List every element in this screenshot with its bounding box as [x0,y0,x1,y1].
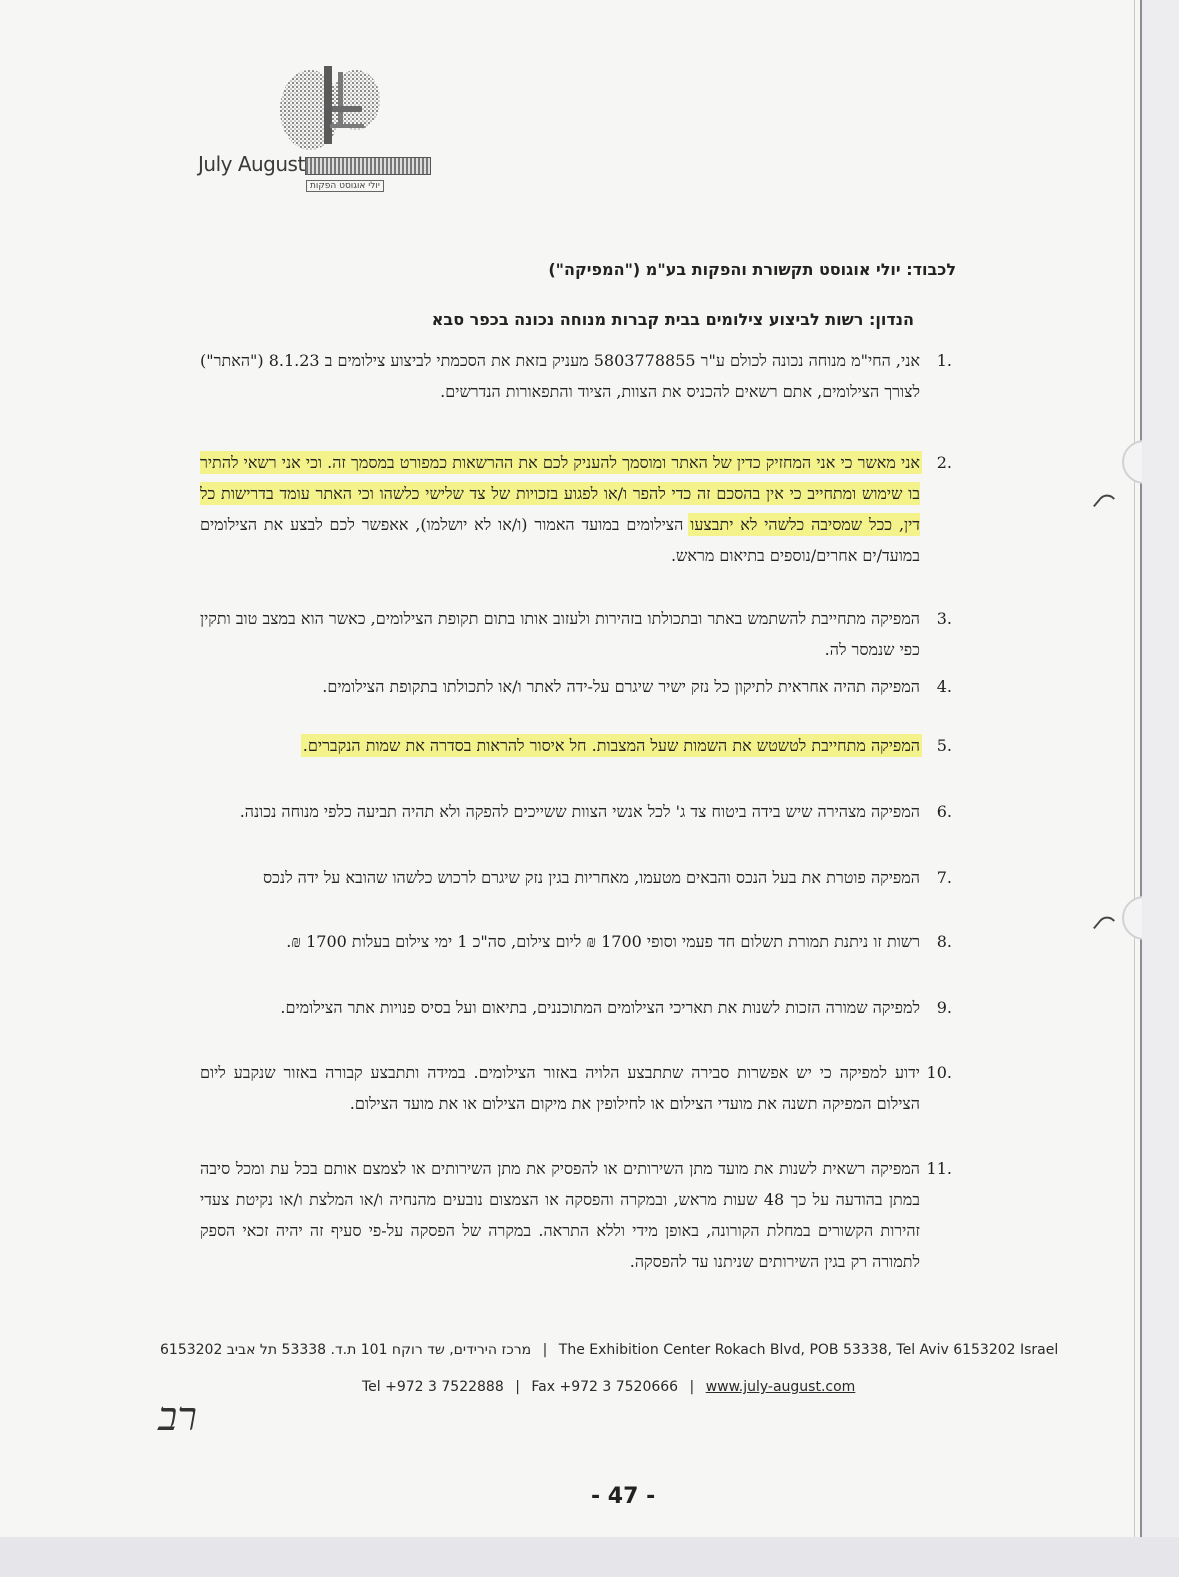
logo-wordmark-box [305,157,431,175]
clause-text: רשות זו ניתנת תמורת תשלום חד פעמי וסופי 1700 ₪ ליום צילום, סה"כ 1 ימי צילום בעלות 1700 ₪. [286,932,920,951]
clause-text: המפיקה רשאית לשנות את מועד מתן השירותים או להפסיק את מתן השירותים או לצמצם אותם בכל עת ומכל סיבה במתן בהודעה על כך 48 שעות מראש, ובמקרה והפסקה או הצמצום נובעים מהנחיה ו/או המלצת ו/או נקיטת צעדי זהירות הקשורים במחלת הקורונה, באופן מידי וללא התראה. במקרה של הפסקה על-פי סעיף זה יהיה זכאי הספק לתמורה רק בגין השירותים שניתנו עד להפסקה. [200,1159,921,1271]
clause-1 [200,345,952,407]
page-edge [1140,0,1142,1537]
logo-hebrew-subtitle: יולי אוגוסט הפקות [306,180,384,192]
page-number: - 47 - [591,1484,656,1509]
clause-number: 10. [926,1063,952,1082]
clause-5 [200,730,952,761]
clause-text: הצילומים במועד האמור (ו/או לא יושלמו), אאפשר לכם לבצע את הצילומים במועד/ים אחרים/נוספים בתיאום מראש. [200,515,920,565]
clause-7 [200,862,952,893]
footer-address-english: The Exhibition Center Rokach Blvd, POB 53338, Tel Aviv 6153202 Israel [558,1342,1059,1358]
clause-4 [200,671,952,702]
subject-line: הנדון: רשות לביצוע צילומים בבית קברות מנוחה נכונה בכפר סבא [431,310,914,329]
clause-number: 3. [936,609,952,628]
footer-address: מרכז הירידים, שד רוקח 101 ת.ד. 53338 תל אביב 6153202 | The Exhibition Center Rokach Blvd, POB 53338, Tel Aviv 6153202 Israel [160,1342,1059,1358]
clause-text: המפיקה מצהירה שיש בידה ביטוח צד ג' לכל אנשי הצוות ששייכים להפקה ולא תהיה תביעה כלפי מנוחה נכונה. [239,802,920,821]
clause-text: אני, החי"מ מנוחה נכונה לכולם ע"ר 5803778855 מעניק בזאת את הסכמתי לביצוע צילומים ב 8.1.23 ("האתר") לצורך הצילומים, אתם רשאים להכניס את הצוות, הציוד והתפאורות הנדרשים. [200,351,921,401]
binder-hole-icon [1122,896,1142,940]
clause-number: 4. [936,677,952,696]
background-strip-bottom [0,1537,1179,1577]
clause-number: 1. [936,351,952,370]
footer-phone: Tel +972 3 7522888 [362,1379,504,1395]
binder-hole-icon [1122,440,1142,484]
clause-number: 5. [936,736,952,755]
clause-text: המפיקה פוטרת את בעל הנכס והבאים מטעמו, מאחריות בגין נזק שיגרם לרכוש כלשהו שהובא על ידה לנכס [262,868,920,887]
handwritten-initials: רב [158,1394,197,1440]
clause-number: 7. [936,868,952,887]
clause-3 [200,603,952,665]
clause-9 [200,992,952,1023]
clause-10 [200,1057,952,1119]
clause-text: המפיקה תהיה אחראית לתיקון כל נזק ישיר שיגרם על-ידה לאתר ו/או לתכולתו בתקופת הצילומים. [322,677,920,696]
clause-text: המפיקה מתחייבת להשתמש באתר ובתכולתו בזהירות ולעזוב אותו בתום תקופת הצילומים, כאשר הוא במצב טוב ותקין כפי שנמסר לה. [200,609,921,659]
clause-number: 2. [936,453,952,472]
clause-text: ידוע למפיקה כי יש אפשרות סבירה שתתבצע הלויה באזור הצילומים. במידה ותתבצע קבורה באזור שנקבע ליום הצילום המפיקה תשנה את מועדי הצילום או לחילופין את מיקום הצילום או את מועד הצילום. [200,1063,920,1113]
clause-6 [200,796,952,827]
footer-fax: Fax +972 3 7520666 [531,1379,679,1395]
clause-text-highlighted: המפיקה מתחייבת לטשטש את השמות שעל המצבות. חל איסור להראות בסדרה את שמות הנקברים. [302,736,920,755]
addressee-line: לכבוד: יולי אוגוסט תקשורת והפקות בע"מ ("המפיקה") [548,260,956,279]
clause-number: 9. [936,998,952,1017]
clause-number: 6. [936,802,952,821]
clause-8 [200,926,952,957]
clause-2 [200,447,952,571]
clause-11 [200,1153,952,1277]
clause-number: 11. [926,1159,952,1178]
clause-text-highlighted: אני מאשר כי אני המחזיק כדין של האתר ומוסמך להעניק לכם את ההרשאות כמפורט במסמך זה. וכי אני רשאי להתיר בו שימוש ומתחייב כי אין בהסכם זה כדי להפר ו/או לפגוע בזכויות של צד שלישי כלשהו וכי האתר עומד בדרישות כל דין, ככל שמסיבה כלשהי לא יתבצעו [200,453,920,534]
clause-number: 8. [936,932,952,951]
clause-text: למפיקה שמורה הזכות לשנות את תאריכי הצילומים המתוכננים, בתיאום ועל בסיס פנויות אתר הצילומים. [280,998,920,1017]
footer-address-hebrew: מרכז הירידים, שד רוקח 101 ת.ד. 53338 תל אביב 6153202 [160,1342,532,1358]
page-shadow-line [1134,0,1135,1537]
footer-website-link[interactable]: www.july-august.com [705,1379,856,1395]
punch-mark-icon [1093,490,1115,513]
punch-mark-icon [1093,912,1115,935]
logo-wordmark: July August [198,152,431,176]
footer-contact: Tel +972 3 7522888 | Fax +972 3 7520666 | www.july-august.com [362,1379,856,1395]
background-strip [1143,0,1179,1537]
